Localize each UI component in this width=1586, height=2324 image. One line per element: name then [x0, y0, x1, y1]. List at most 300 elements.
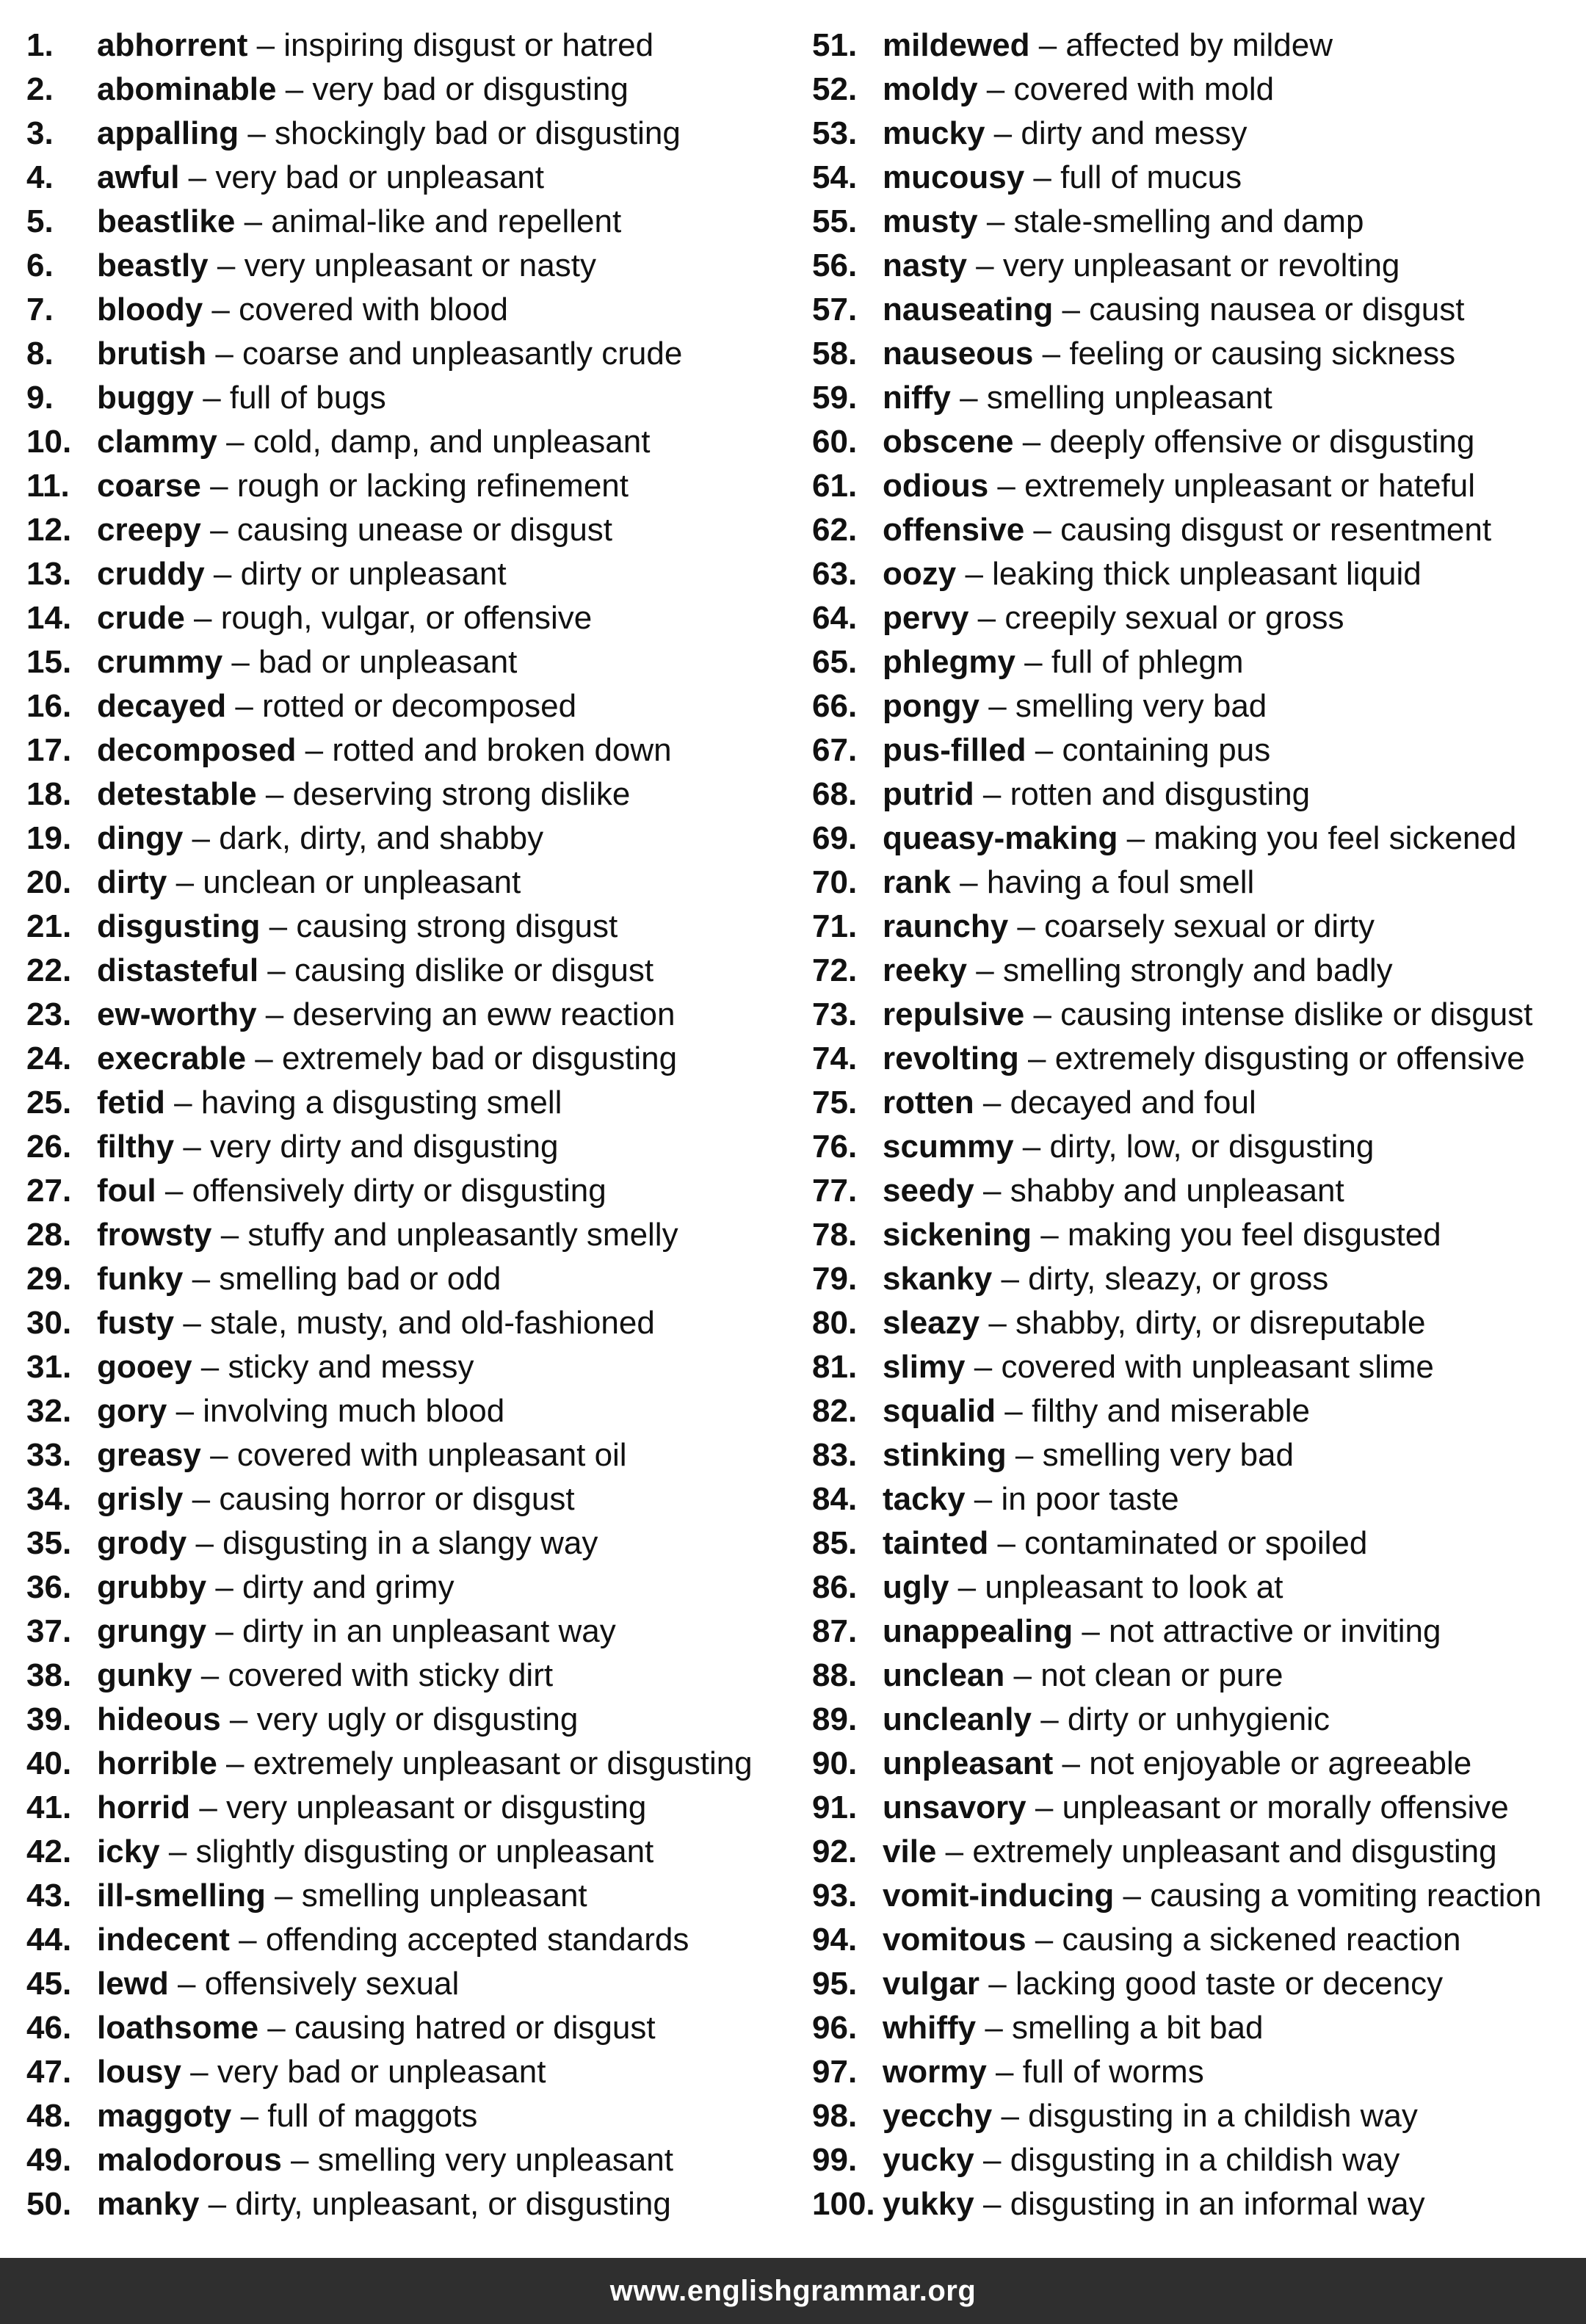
entry-number: 54.: [812, 159, 858, 195]
list-item: [26, 1874, 790, 1918]
entry-definition: extremely unpleasant or disgusting: [253, 1745, 753, 1781]
list-item: [812, 200, 1576, 244]
list-item: [26, 861, 790, 905]
entry-word: nasty: [883, 247, 967, 283]
entry-number: 16.: [26, 688, 72, 724]
entry-definition: offensively sexual: [204, 1966, 460, 2002]
entry-separator: –: [190, 1789, 227, 1825]
list-item: [812, 508, 1576, 552]
entry-word: loathsome: [97, 2010, 259, 2046]
entry-definition: causing disgust or resentment: [1060, 512, 1492, 548]
entry-separator: –: [1024, 996, 1061, 1032]
entry-word: vulgar: [883, 1966, 980, 2002]
entry-definition: very bad or disgusting: [312, 71, 629, 107]
entry-number: 73.: [812, 996, 858, 1032]
list-item: [812, 728, 1576, 772]
entry-separator: –: [974, 1085, 1010, 1121]
entry-separator: –: [1114, 1878, 1151, 1914]
entry-number: 80.: [812, 1305, 858, 1341]
list-item: [26, 949, 790, 993]
entry-definition: deserving an eww reaction: [292, 996, 676, 1032]
entry-separator: –: [226, 688, 263, 724]
entry-word: ill-smelling: [97, 1878, 266, 1914]
entry-separator: –: [217, 424, 253, 460]
list-item: [812, 1830, 1576, 1874]
entry-number: 100.: [812, 2186, 875, 2222]
entry-separator: –: [949, 1569, 985, 1605]
entry-word: abhorrent: [97, 27, 248, 63]
list-item: [812, 2182, 1576, 2226]
entry-definition: rotted or decomposed: [262, 688, 577, 724]
entry-separator: –: [179, 159, 216, 195]
entry-separator: –: [996, 1393, 1032, 1429]
entry-number: 43.: [26, 1878, 72, 1914]
list-item: [26, 905, 790, 949]
list-item: [26, 1477, 790, 1521]
entry-number: 66.: [812, 688, 858, 724]
entry-word: unappealing: [883, 1613, 1073, 1649]
entry-number: 26.: [26, 1129, 72, 1165]
entry-definition: smelling very unpleasant: [317, 2142, 673, 2178]
entry-word: crude: [97, 600, 185, 636]
entry-definition: making you feel disgusted: [1067, 1217, 1441, 1253]
entry-word: uncleanly: [883, 1701, 1032, 1737]
entry-definition: rough, vulgar, or offensive: [220, 600, 593, 636]
entry-number: 9.: [26, 380, 54, 416]
entry-definition: containing pus: [1062, 732, 1271, 768]
entry-definition: making you feel sickened: [1154, 820, 1517, 856]
entry-definition: rotted and broken down: [332, 732, 672, 768]
footer-website: www.englishgrammar.org: [609, 2274, 977, 2307]
entry-separator: –: [200, 512, 237, 548]
entry-word: awful: [97, 159, 180, 195]
entry-definition: not clean or pure: [1040, 1657, 1283, 1693]
entry-word: detestable: [97, 776, 257, 812]
list-item: [812, 2094, 1576, 2138]
list-item: [26, 552, 790, 596]
entry-word: yucky: [883, 2142, 974, 2178]
word-list-right-column: [812, 23, 1576, 2226]
entry-separator: –: [200, 468, 237, 504]
entry-number: 22.: [26, 952, 72, 988]
entry-word: unpleasant: [883, 1745, 1054, 1781]
entry-definition: offending accepted standards: [265, 1922, 689, 1958]
entry-definition: contaminated or spoiled: [1024, 1525, 1368, 1561]
entry-definition: sticky and messy: [228, 1349, 474, 1385]
list-item: [812, 684, 1576, 728]
entry-word: pus-filled: [883, 732, 1026, 768]
entry-number: 75.: [812, 1085, 858, 1121]
entry-separator: –: [256, 996, 293, 1032]
list-item: [26, 1213, 790, 1257]
entry-number: 13.: [26, 556, 72, 592]
list-item: [812, 1477, 1576, 1521]
entry-number: 24.: [26, 1040, 72, 1076]
entry-number: 68.: [812, 776, 858, 812]
entry-separator: –: [980, 1966, 1015, 2002]
entry-separator: –: [1013, 424, 1050, 460]
entry-number: 88.: [812, 1657, 858, 1693]
entry-separator: –: [258, 2010, 294, 2046]
list-item: [26, 817, 790, 861]
entry-definition: offensively dirty or disgusting: [192, 1173, 606, 1209]
entry-number: 35.: [26, 1525, 72, 1561]
list-item: [812, 376, 1576, 420]
list-item: [812, 244, 1576, 288]
entry-word: repulsive: [883, 996, 1025, 1032]
list-item: [26, 23, 790, 68]
list-item: [812, 156, 1576, 200]
entry-definition: in poor taste: [1001, 1481, 1179, 1517]
list-item: [26, 1521, 790, 1565]
list-item: [26, 684, 790, 728]
entry-separator: –: [1118, 820, 1154, 856]
entry-definition: stale, musty, and old-fashioned: [210, 1305, 655, 1341]
entry-number: 5.: [26, 203, 54, 239]
entry-number: 20.: [26, 864, 72, 900]
entry-separator: –: [1006, 1437, 1043, 1473]
entry-word: execrable: [97, 1040, 247, 1076]
list-item: [812, 1345, 1576, 1389]
entry-definition: smelling bad or odd: [219, 1261, 501, 1297]
entry-number: 91.: [812, 1789, 858, 1825]
list-item: [812, 1433, 1576, 1477]
entry-word: slimy: [883, 1349, 966, 1385]
entry-word: decomposed: [97, 732, 297, 768]
entry-number: 6.: [26, 247, 54, 283]
entry-word: raunchy: [883, 908, 1009, 944]
entry-number: 27.: [26, 1173, 72, 1209]
entry-separator: –: [235, 203, 272, 239]
entry-separator: –: [992, 1261, 1029, 1297]
entry-definition: causing horror or disgust: [219, 1481, 575, 1517]
entry-word: horrid: [97, 1789, 191, 1825]
entry-separator: –: [988, 468, 1025, 504]
entry-separator: –: [220, 1701, 257, 1737]
entry-number: 82.: [812, 1393, 858, 1429]
entry-number: 42.: [26, 1834, 72, 1869]
entry-separator: –: [208, 247, 245, 283]
entry-definition: very unpleasant or nasty: [244, 247, 596, 283]
entry-word: odious: [883, 468, 989, 504]
list-item: [26, 1830, 790, 1874]
entry-word: sickening: [883, 1217, 1032, 1253]
entry-number: 97.: [812, 2054, 858, 2090]
entry-definition: very unpleasant or revolting: [1002, 247, 1400, 283]
list-item: [26, 156, 790, 200]
list-item: [26, 332, 790, 376]
entry-separator: –: [956, 556, 993, 592]
entry-separator: –: [1026, 1789, 1062, 1825]
entry-definition: full of bugs: [229, 380, 386, 416]
entry-number: 32.: [26, 1393, 72, 1429]
entry-number: 62.: [812, 512, 858, 548]
entry-word: vile: [883, 1834, 937, 1869]
entry-number: 57.: [812, 292, 858, 327]
entry-separator: –: [247, 27, 284, 63]
entry-number: 86.: [812, 1569, 858, 1605]
entry-number: 95.: [812, 1966, 858, 2002]
entry-number: 72.: [812, 952, 858, 988]
entry-word: dirty: [97, 864, 167, 900]
entry-number: 39.: [26, 1701, 72, 1737]
entry-definition: causing a sickened reaction: [1062, 1922, 1461, 1958]
entry-word: hideous: [97, 1701, 221, 1737]
entry-definition: involving much blood: [203, 1393, 505, 1429]
entry-word: pongy: [883, 688, 980, 724]
list-item: [26, 1610, 790, 1654]
entry-word: niffy: [883, 380, 951, 416]
entry-definition: causing hatred or disgust: [294, 2010, 656, 2046]
entry-definition: causing unease or disgust: [236, 512, 613, 548]
entry-separator: –: [977, 71, 1014, 107]
entry-word: phlegmy: [883, 644, 1015, 680]
entry-definition: covered with mold: [1013, 71, 1275, 107]
list-item: [812, 1521, 1576, 1565]
entry-separator: –: [192, 1657, 228, 1693]
entry-definition: inspiring disgust or hatred: [283, 27, 654, 63]
entry-number: 14.: [26, 600, 72, 636]
entry-word: foul: [97, 1173, 156, 1209]
entry-number: 45.: [26, 1966, 72, 2002]
entry-definition: having a foul smell: [986, 864, 1255, 900]
entry-separator: –: [1008, 908, 1045, 944]
list-item: [26, 2182, 790, 2226]
entry-separator: –: [1026, 1922, 1062, 1958]
list-item: [812, 1257, 1576, 1301]
entry-separator: –: [296, 732, 333, 768]
entry-number: 31.: [26, 1349, 72, 1385]
list-item: [812, 1081, 1576, 1125]
entry-separator: –: [222, 644, 259, 680]
entry-definition: full of phlegm: [1051, 644, 1244, 680]
entry-separator: –: [211, 1217, 248, 1253]
list-item: [26, 1301, 790, 1345]
entry-definition: dirty or unpleasant: [240, 556, 507, 592]
entry-word: distasteful: [97, 952, 259, 988]
entry-definition: unclean or unpleasant: [203, 864, 521, 900]
entry-number: 19.: [26, 820, 72, 856]
list-item: [812, 112, 1576, 156]
entry-word: malodorous: [97, 2142, 282, 2178]
entry-number: 50.: [26, 2186, 72, 2222]
list-item: [26, 288, 790, 332]
entry-definition: extremely disgusting or offensive: [1054, 1040, 1525, 1076]
entry-separator: –: [1013, 1129, 1050, 1165]
entry-number: 36.: [26, 1569, 72, 1605]
entry-number: 99.: [812, 2142, 858, 2178]
list-item: [26, 1257, 790, 1301]
entry-word: ew-worthy: [97, 996, 257, 1032]
entry-separator: –: [979, 688, 1015, 724]
entry-definition: dirty, low, or disgusting: [1049, 1129, 1375, 1165]
entry-separator: –: [936, 1834, 973, 1869]
list-item: [26, 1698, 790, 1742]
list-item: [812, 1125, 1576, 1169]
entry-number: 94.: [812, 1922, 858, 1958]
entry-separator: –: [206, 336, 243, 372]
list-item: [812, 1918, 1576, 1962]
entry-separator: –: [980, 1305, 1016, 1341]
entry-definition: smelling strongly and badly: [1002, 952, 1393, 988]
entry-definition: dirty in an unpleasant way: [242, 1613, 616, 1649]
entry-number: 21.: [26, 908, 72, 944]
entry-separator: –: [1029, 27, 1066, 63]
entry-separator: –: [181, 2054, 217, 2090]
entry-separator: –: [206, 1613, 243, 1649]
entry-number: 41.: [26, 1789, 72, 1825]
entry-number: 83.: [812, 1437, 858, 1473]
list-item: [812, 288, 1576, 332]
entry-number: 25.: [26, 1085, 72, 1121]
list-item: [26, 2050, 790, 2094]
entry-word: grungy: [97, 1613, 207, 1649]
entry-separator: –: [260, 908, 297, 944]
entry-word: queasy-making: [883, 820, 1118, 856]
list-item: [812, 1610, 1576, 1654]
entry-number: 7.: [26, 292, 54, 327]
entry-definition: affected by mildew: [1065, 27, 1333, 63]
entry-number: 85.: [812, 1525, 858, 1561]
footer-bar: [0, 2258, 1586, 2324]
entry-word: funky: [97, 1261, 184, 1297]
entry-definition: smelling very bad: [1042, 1437, 1294, 1473]
entry-definition: bad or unpleasant: [258, 644, 518, 680]
entry-word: horrible: [97, 1745, 217, 1781]
entry-number: 52.: [812, 71, 858, 107]
entry-word: abominable: [97, 71, 277, 107]
entry-number: 40.: [26, 1745, 72, 1781]
entry-word: revolting: [883, 1040, 1019, 1076]
list-item: [812, 949, 1576, 993]
entry-number: 49.: [26, 2142, 72, 2178]
entry-separator: –: [965, 1349, 1002, 1385]
entry-separator: –: [974, 1173, 1010, 1209]
entry-number: 10.: [26, 424, 72, 460]
entry-number: 23.: [26, 996, 72, 1032]
entry-number: 46.: [26, 2010, 72, 2046]
entry-word: gooey: [97, 1349, 192, 1385]
list-item: [812, 1742, 1576, 1786]
list-item: [812, 772, 1576, 817]
list-item: [812, 1786, 1576, 1830]
list-item: [812, 68, 1576, 112]
entry-definition: full of maggots: [267, 2098, 478, 2134]
list-item: [26, 1654, 790, 1698]
entry-separator: –: [159, 1834, 196, 1869]
entry-number: 11.: [26, 468, 70, 504]
entry-definition: disgusting in an informal way: [1010, 2186, 1425, 2222]
entry-word: nauseating: [883, 292, 1054, 327]
entry-definition: covered with unpleasant oil: [236, 1437, 627, 1473]
list-item: [812, 993, 1576, 1037]
entry-separator: –: [281, 2142, 318, 2178]
entry-word: vomit-inducing: [883, 1878, 1115, 1914]
entry-definition: stuffy and unpleasantly smelly: [247, 1217, 678, 1253]
entry-number: 47.: [26, 2054, 72, 2090]
entry-definition: causing dislike or disgust: [294, 952, 654, 988]
entry-number: 59.: [812, 380, 858, 416]
list-item: [812, 1698, 1576, 1742]
list-item: [26, 728, 790, 772]
entry-word: beastly: [97, 247, 209, 283]
entry-definition: very dirty and disgusting: [210, 1129, 559, 1165]
entry-separator: –: [966, 247, 1003, 283]
entry-word: fetid: [97, 1085, 165, 1121]
list-item: [26, 1786, 790, 1830]
entry-number: 30.: [26, 1305, 72, 1341]
entry-separator: –: [986, 2054, 1023, 2090]
entry-definition: shabby, dirty, or disreputable: [1015, 1305, 1426, 1341]
entry-word: unsavory: [883, 1789, 1026, 1825]
entry-separator: –: [1024, 512, 1061, 548]
entry-separator: –: [1004, 1657, 1041, 1693]
list-item: [812, 552, 1576, 596]
entry-separator: –: [968, 600, 1005, 636]
entry-definition: dirty and messy: [1021, 115, 1248, 151]
entry-number: 61.: [812, 468, 858, 504]
entry-number: 58.: [812, 336, 858, 372]
list-item: [812, 2050, 1576, 2094]
entry-number: 93.: [812, 1878, 858, 1914]
list-item: [812, 1389, 1576, 1433]
entry-number: 8.: [26, 336, 54, 372]
list-item: [812, 1213, 1576, 1257]
entry-definition: coarse and unpleasantly crude: [242, 336, 683, 372]
entry-word: moldy: [883, 71, 978, 107]
entry-separator: –: [1026, 732, 1062, 768]
entry-number: 77.: [812, 1173, 858, 1209]
entry-number: 81.: [812, 1349, 858, 1385]
list-item: [26, 112, 790, 156]
entry-word: icky: [97, 1834, 160, 1869]
entry-word: yukky: [883, 2186, 974, 2222]
entry-definition: deeply offensive or disgusting: [1049, 424, 1475, 460]
entry-number: 1.: [26, 27, 54, 63]
entry-separator: –: [229, 1922, 266, 1958]
entry-number: 17.: [26, 732, 72, 768]
list-item: [26, 1169, 790, 1213]
entry-word: putrid: [883, 776, 974, 812]
entry-number: 34.: [26, 1481, 72, 1517]
entry-definition: rough or lacking refinement: [236, 468, 629, 504]
entry-separator: –: [217, 1745, 253, 1781]
list-item: [26, 993, 790, 1037]
list-item: [26, 772, 790, 817]
list-item: [812, 2138, 1576, 2182]
entry-separator: –: [974, 2142, 1010, 2178]
list-item: [26, 1081, 790, 1125]
entry-word: offensive: [883, 512, 1025, 548]
entry-definition: full of mucus: [1060, 159, 1242, 195]
entry-definition: cold, damp, and unpleasant: [253, 424, 651, 460]
entry-separator: –: [199, 2186, 236, 2222]
list-item: [26, 1433, 790, 1477]
entry-separator: –: [258, 952, 294, 988]
entry-number: 90.: [812, 1745, 858, 1781]
entry-separator: –: [183, 1261, 220, 1297]
entry-word: buggy: [97, 380, 194, 416]
entry-word: decayed: [97, 688, 227, 724]
entry-word: skanky: [883, 1261, 993, 1297]
entry-number: 84.: [812, 1481, 858, 1517]
entry-number: 70.: [812, 864, 858, 900]
entry-word: brutish: [97, 336, 207, 372]
entry-definition: very unpleasant or disgusting: [226, 1789, 647, 1825]
list-item: [26, 244, 790, 288]
entry-definition: smelling a bit bad: [1012, 2010, 1264, 2046]
entry-definition: slightly disgusting or unpleasant: [195, 1834, 654, 1869]
